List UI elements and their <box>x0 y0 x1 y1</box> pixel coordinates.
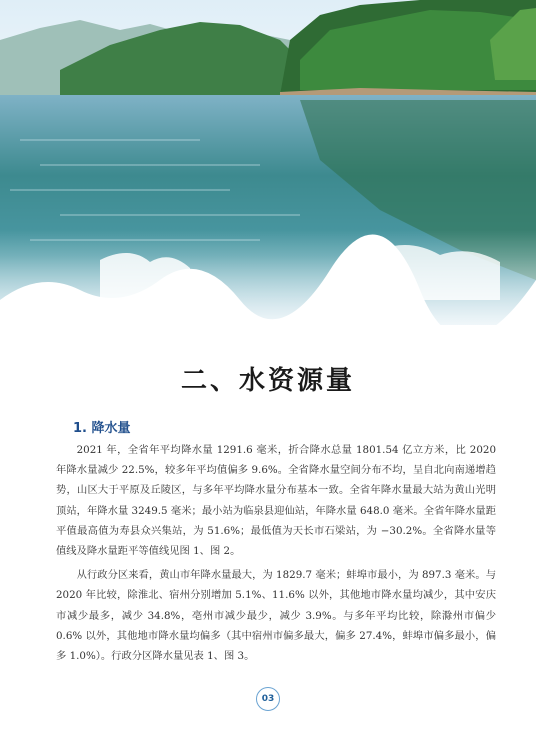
paragraph-precipitation-overview: 2021 年，全省年平均降水量 1291.6 毫米，折合降水总量 1801.54 亿立方米，比 2020 年降水量减少 22.5%，较多年平均值偏多 9.6%。全省降水量空间分布不均，呈自北向南递增趋势，山区大于平原及丘陵区，与多年平均降水量分布基本一致。全省年降水量最大站为黄山光明顶站，年降水量 3249.5 毫米；最小站为临泉县迎仙站，年降水量 648.0 毫米。全省年降水量距平值最高值为寿县众兴集站，为 51.6%；最低值为天长市石梁站，为 −30.2%。全省降水量等值线及降水量距平等值线见图 1、图 2。 <box>56 444 496 558</box>
page-number: 03 <box>256 687 280 711</box>
section-heading: 1. 降水量 <box>73 421 131 436</box>
hero-lake-photo <box>0 0 536 345</box>
page-title: 二、水资源量 <box>180 366 355 396</box>
lake-landscape-image <box>0 0 536 345</box>
body-text <box>56 440 496 670</box>
paragraph-administrative-regions: 从行政分区来看，黄山市年降水量最大，为 1829.7 毫米；蚌埠市最小，为 897.3 毫米。与 2020 年比较，除淮北、宿州分别增加 5.1%、11.6% 以外，其他地市降水量均减少，其中安庆市减少最多，减少 34.8%，亳州市减少最少，减少 3.9%。与多年平均比较，除滁州市偏少 0.6% 以外，其他地市降水量均偏多（其中宿州市偏多最大，偏多 27.4%，蚌埠市偏多最小，偏多 1.0%）。行政分区降水量见表 1、图 3。 <box>56 569 496 663</box>
